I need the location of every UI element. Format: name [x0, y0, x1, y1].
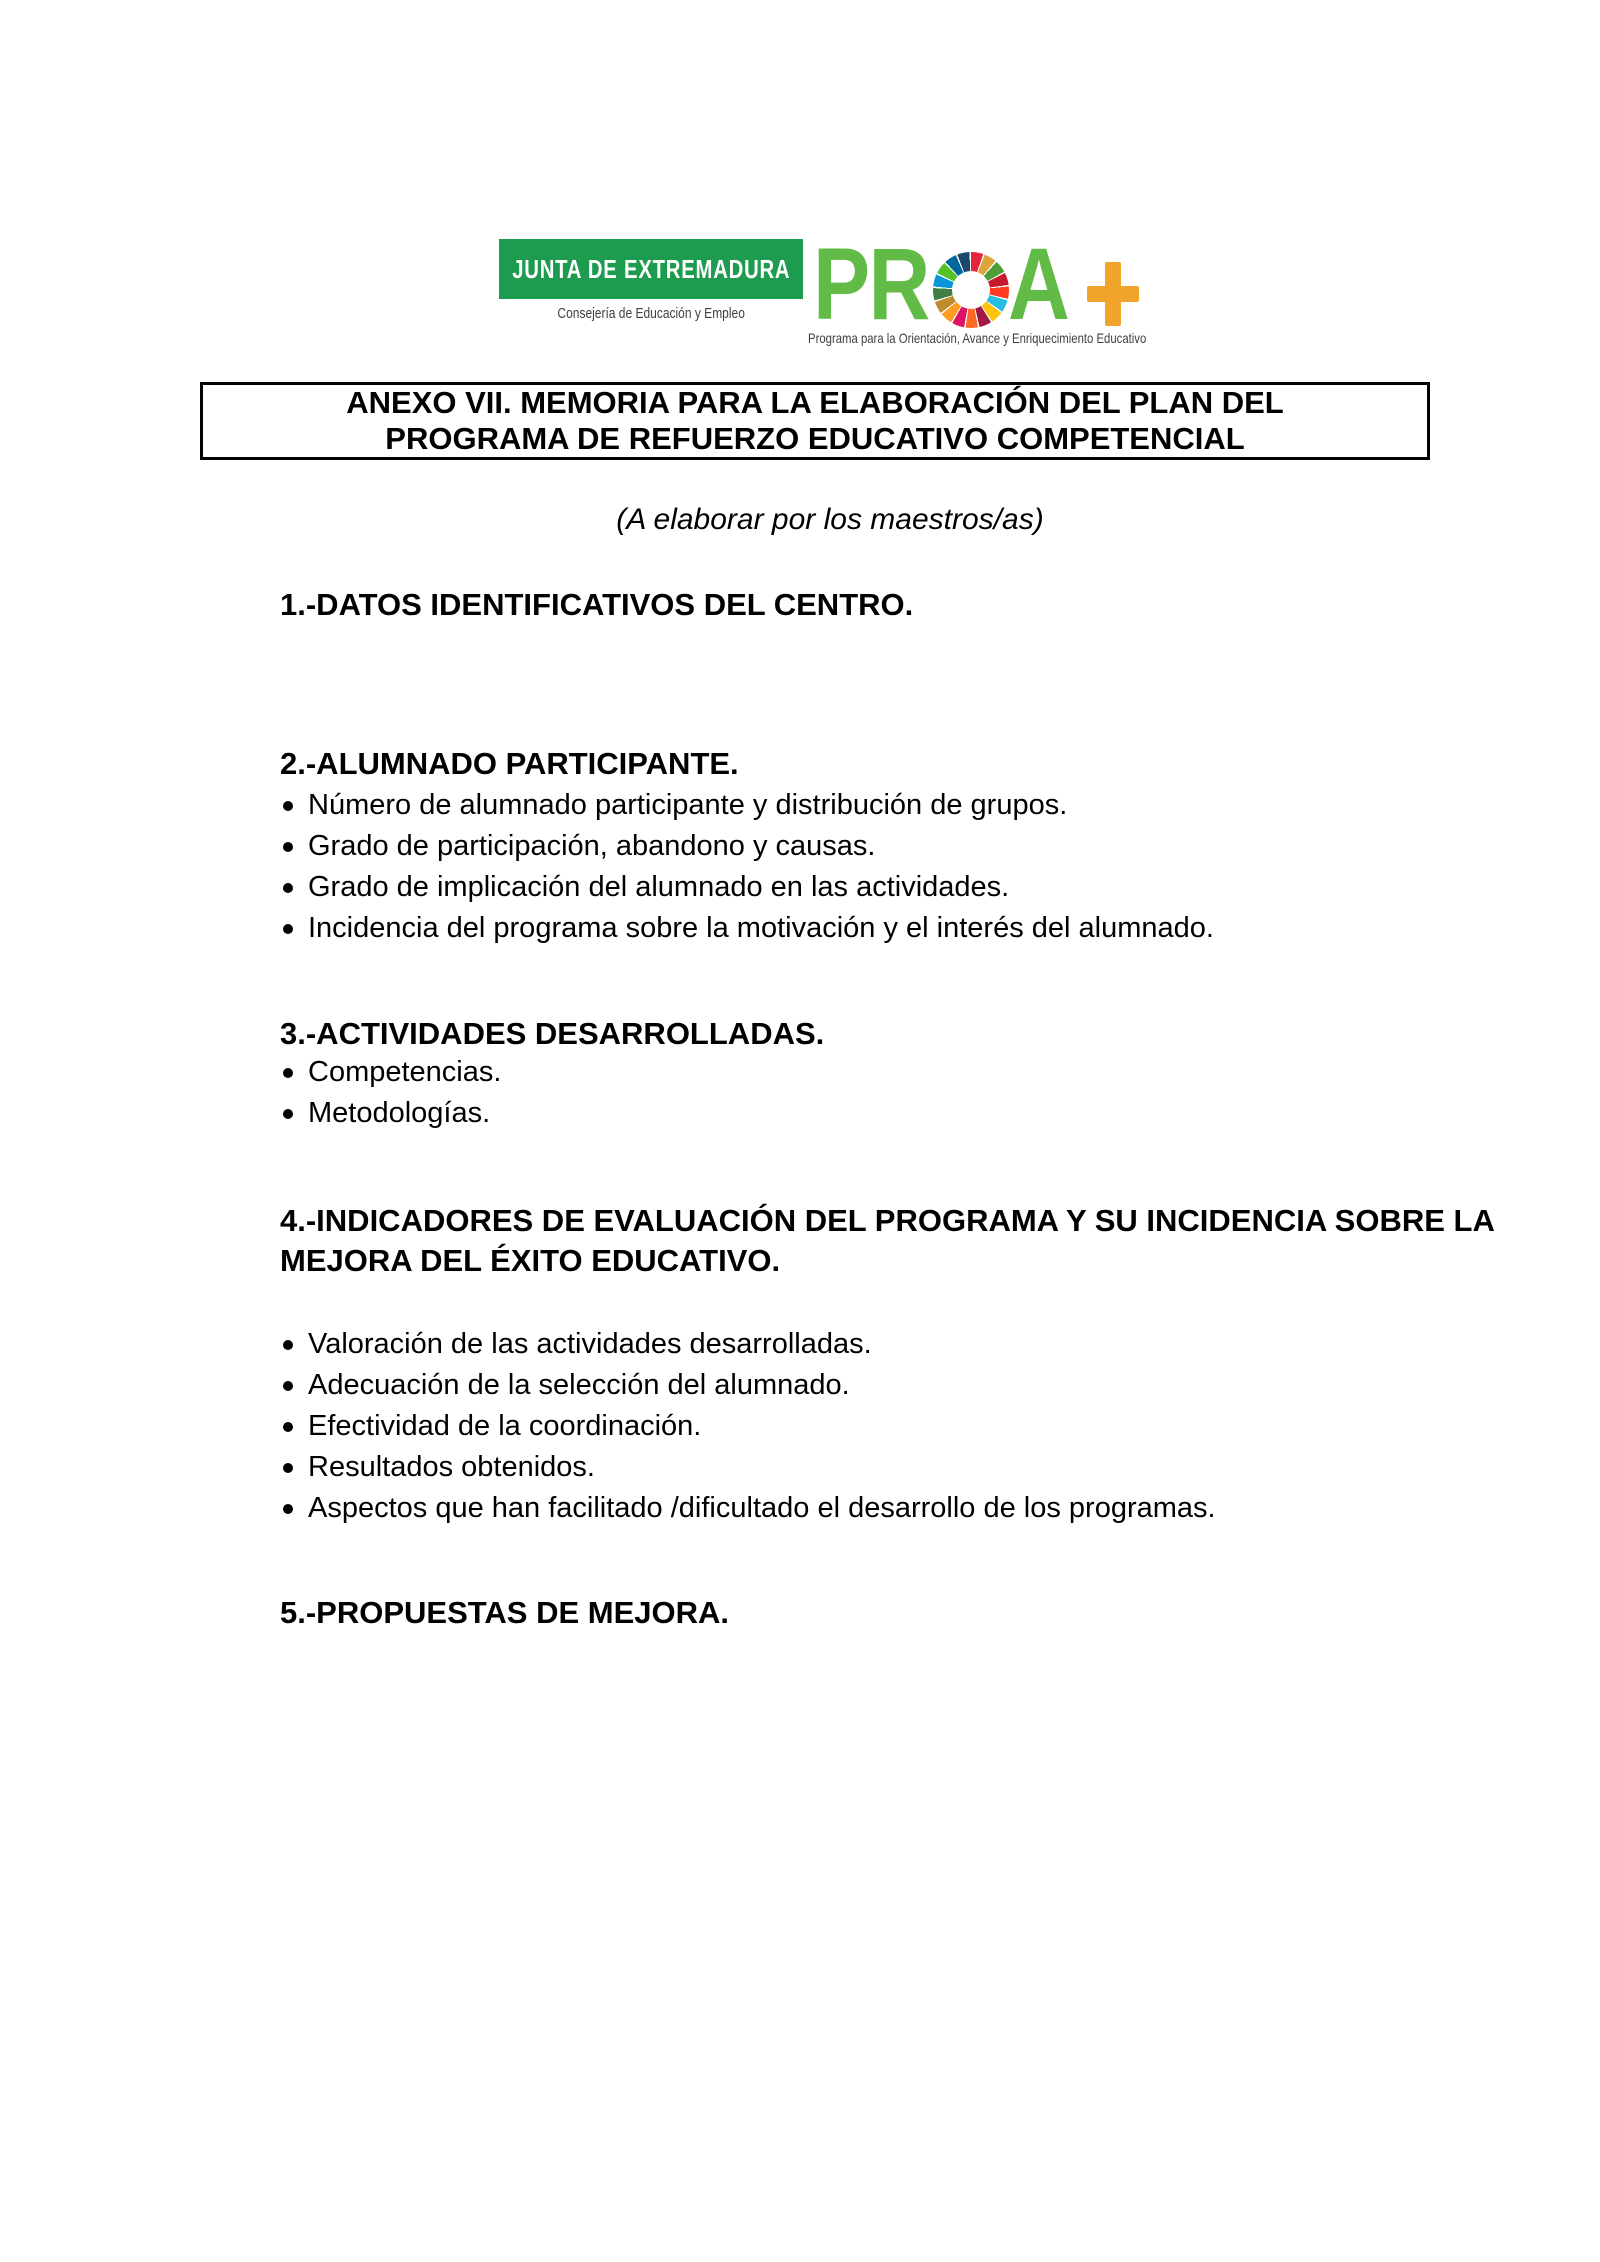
bullet-icon	[283, 1504, 293, 1514]
list-item	[280, 1093, 501, 1134]
list-item	[280, 867, 1214, 908]
section-1-heading: 1.-DATOS IDENTIFICATIVOS DEL CENTRO.	[280, 587, 914, 622]
list-item	[280, 1052, 501, 1093]
list-item	[280, 785, 1214, 826]
bullet-text: Grado de participación, abandono y causas.	[308, 830, 876, 862]
junta-logo-text: JUNTA DE EXTREMADURA	[511, 253, 791, 284]
list-item	[280, 1488, 1216, 1529]
proa-logo-letters-pr: PR	[813, 227, 929, 341]
bullet-text: Valoración de las actividades desarrolladas.	[308, 1328, 872, 1360]
bullet-icon	[283, 1422, 293, 1432]
bullet-text: Efectividad de la coordinación.	[308, 1410, 702, 1442]
document-subtitle: (A elaborar por los maestros/as)	[616, 503, 1044, 536]
proa-tagline: Programa para la Orientación, Avance y Enriquecimiento Educativo	[808, 330, 1147, 346]
plus-icon	[1087, 262, 1139, 326]
title-box	[200, 382, 1430, 460]
bullet-text: Incidencia del programa sobre la motivación y el interés del alumnado.	[308, 912, 1214, 944]
document-title: ANEXO VII. MEMORIA PARA LA ELABORACIÓN DEL PLAN DEL PROGRAMA DE REFUERZO EDUCATIVO COMPETENCIAL	[346, 385, 1284, 456]
proa-logo-letter-a: A	[1008, 227, 1069, 341]
bullet-text: Grado de implicación del alumnado en las actividades.	[308, 871, 1010, 903]
bullet-text: Metodologías.	[308, 1097, 491, 1129]
consejeria-text: Consejería de Educación y Empleo	[557, 305, 745, 322]
bullet-icon	[283, 1109, 293, 1119]
list-item	[280, 1324, 1216, 1365]
section-3-heading: 3.-ACTIVIDADES DESARROLLADAS.	[280, 1016, 825, 1051]
list-item	[280, 908, 1214, 949]
bullet-icon	[283, 801, 293, 811]
bullet-icon	[283, 1340, 293, 1350]
section-2-list	[280, 785, 1214, 949]
section-3-list	[280, 1052, 501, 1134]
list-item	[280, 1365, 1216, 1406]
bullet-icon	[283, 1381, 293, 1391]
consejeria-caption	[499, 305, 803, 323]
section-2-heading: 2.-ALUMNADO PARTICIPANTE.	[280, 746, 739, 781]
sdg-color-wheel-icon	[933, 252, 1009, 328]
section-5-heading: 5.-PROPUESTAS DE MEJORA.	[280, 1595, 730, 1630]
list-item	[280, 1447, 1216, 1488]
section-4-heading: 4.-INDICADORES DE EVALUACIÓN DEL PROGRAMA Y SU INCIDENCIA SOBRE LA MEJORA DEL ÉXITO EDUCATIVO.	[280, 1203, 1494, 1278]
list-item	[280, 826, 1214, 867]
bullet-icon	[283, 1463, 293, 1473]
bullet-text: Competencias.	[308, 1056, 502, 1088]
bullet-icon	[283, 1068, 293, 1078]
bullet-text: Resultados obtenidos.	[308, 1451, 595, 1483]
bullet-icon	[283, 842, 293, 852]
junta-extremadura-logo	[499, 239, 803, 299]
bullet-icon	[283, 924, 293, 934]
section-4-list	[280, 1324, 1216, 1529]
bullet-text: Aspectos que han facilitado /dificultado el desarrollo de los programas.	[308, 1492, 1216, 1524]
bullet-text: Adecuación de la selección del alumnado.	[308, 1369, 850, 1401]
bullet-text: Número de alumnado participante y distribución de grupos.	[308, 789, 1068, 821]
list-item	[280, 1406, 1216, 1447]
bullet-icon	[283, 883, 293, 893]
